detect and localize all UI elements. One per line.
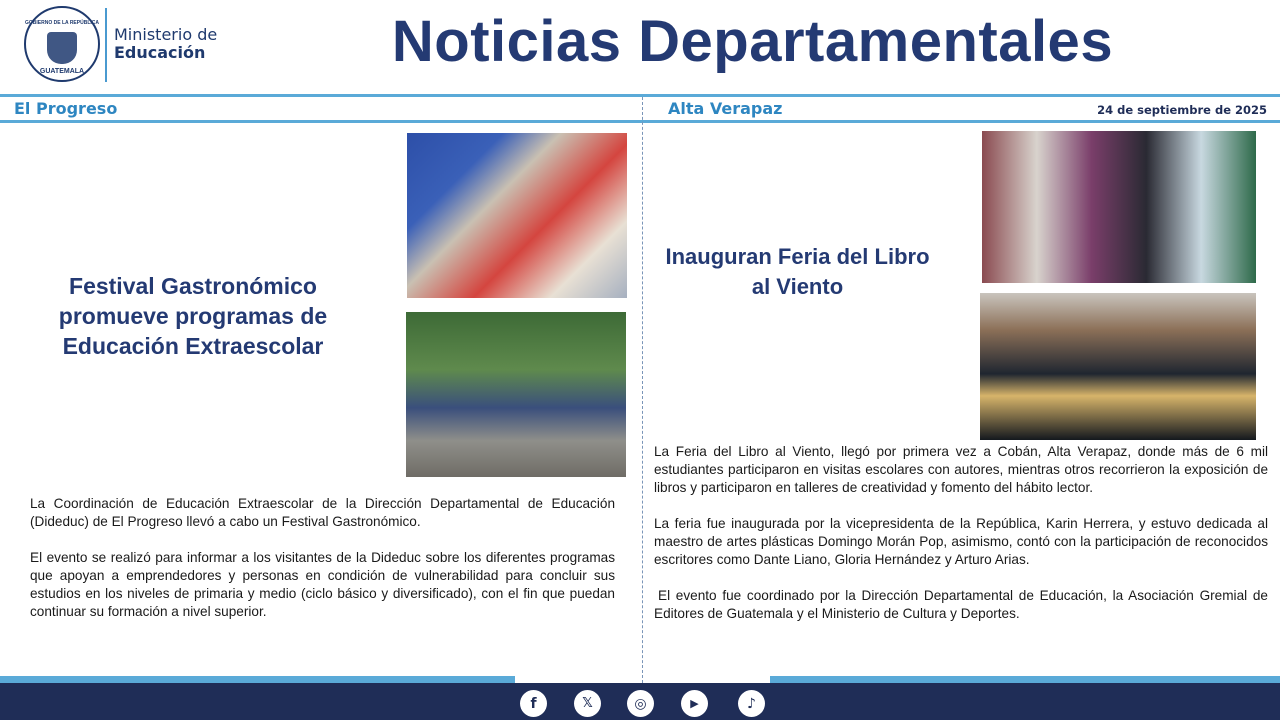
seal-emblem [47,32,77,64]
right-paragraph: La Feria del Libro al Viento, llegó por primera vez a Cobán, Alta Verapaz, donde más de 6 mil estudiantes participaron en visitas escolares con autores, mientras otros recorrieron la exposición de libros y participaron en talleres de creatividad y fomento del hábito lector. [654,444,1268,495]
footer-accent-left [0,676,515,683]
logo-separator [105,8,107,82]
section-alta-verapaz: Alta Verapaz [668,99,783,118]
right-body [654,443,1268,641]
right-headline: Inauguran Feria del Libro al Viento [665,244,930,299]
top-divider [0,94,1280,97]
column-divider [642,97,643,683]
tiktok-icon[interactable]: ♪ [738,690,765,717]
left-paragraph: El evento se realizó para informar a los visitantes de la Dideduc sobre los diferentes programas que apoyan a emprendedores y personas en condición de vulnerabilidad para concluir sus estudios en los niveles de primaria y medio (ciclo básico y diversificado), con el fin que puedan continuar su formación a nivel superior. [30,550,615,619]
date: 24 de septiembre de 2025 [1097,103,1267,117]
ministry-name-line1: Ministerio de [114,25,218,44]
facebook-icon[interactable]: f [520,690,547,717]
seal-bottom-text: GUATEMALA [39,68,85,75]
photo-students-with-books [980,293,1256,440]
page-title: Noticias Departamentales [391,9,1114,74]
left-body [30,495,615,639]
section-el-progreso: El Progreso [14,99,118,118]
photo-group-outdoors [406,312,626,477]
photo-ribbon-cutting [982,131,1256,283]
x-icon[interactable]: 𝕏 [574,690,601,717]
left-paragraph: La Coordinación de Educación Extraescolar de la Dirección Departamental de Educación (Dideduc) de El Progreso llevó a cabo un Festival Gastronómico. [30,496,615,529]
seal-top-text: GOBIERNO DE LA REPÚBLICA [25,20,99,26]
section-divider [0,120,1280,123]
right-paragraph: El evento fue coordinado por la Dirección Departamental de Educación, la Asociación Gremial de Editores de Guatemala y el Ministerio de Cultura y Deportes. [654,588,1268,621]
youtube-icon[interactable]: ▶ [681,690,708,717]
photo-festival-food-stand [407,133,627,298]
left-headline: Festival Gastronómico promueve programas de Educación Extraescolar [58,273,328,359]
right-paragraph: La feria fue inaugurada por la vicepresidenta de la República, Karin Herrera, y estuvo dedicada al maestro de artes plásticas Domingo Morán Pop, asimismo, contó con la participación de reconocidos escritores como Dante Liano, Gloria Hernández y Arturo Arias. [654,516,1268,567]
ministry-name-line2: Educación [114,43,206,62]
footer-accent-right [770,676,1280,683]
guatemala-seal-logo [24,6,100,82]
instagram-icon[interactable]: ◎ [627,690,654,717]
